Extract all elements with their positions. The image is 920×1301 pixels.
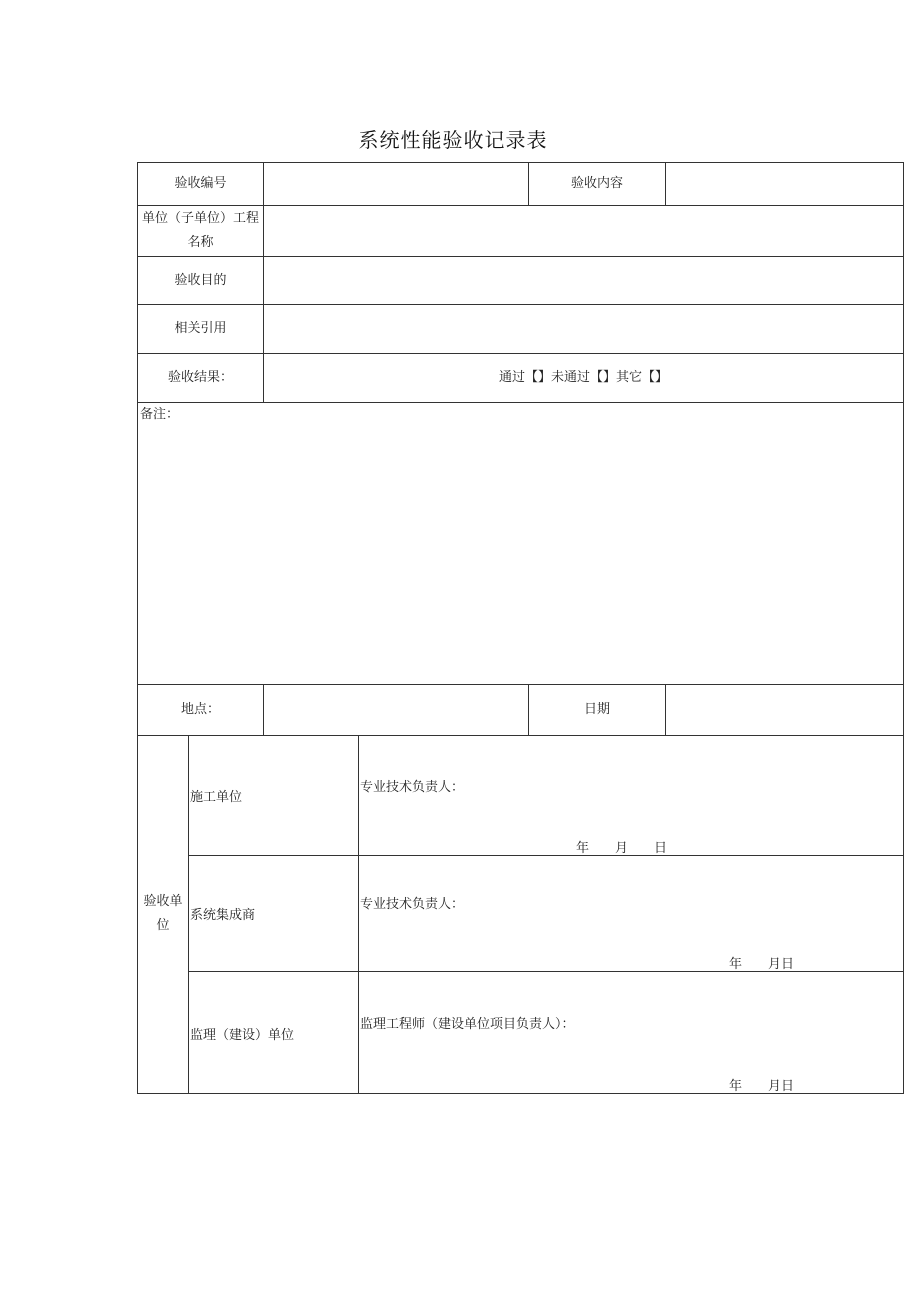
reference-field[interactable] [264,305,903,353]
remarks-field[interactable] [138,421,903,683]
acceptance-no-label: 验收编号 [174,176,227,191]
acceptance-content-field[interactable] [666,163,903,205]
row-divider [189,855,903,856]
unit-name-supervision: 监理（建设）单位 [190,1028,295,1043]
signer-label: 专业技术负责人： [360,897,465,912]
page-title: 系统性能验收记录表 [358,128,548,152]
remarks-label: 备注： [140,407,180,422]
acceptance-purpose-label: 验收目的 [174,272,227,288]
acceptance-no-field[interactable] [264,163,528,205]
row-divider [138,735,903,736]
col-divider [188,735,189,1093]
sign-date-line: 年 月 日 [576,841,668,856]
row-divider [138,402,903,403]
location-label: 地点： [180,702,220,717]
unit-name-integrator: 系统集成商 [190,908,256,923]
sign-date-line: 年 月日 [729,1079,795,1094]
sign-date-line: 年 月日 [729,957,795,972]
reference-label: 相关引用 [174,321,227,336]
row-divider [189,971,903,972]
col-divider [358,735,359,1093]
acceptance-purpose-field[interactable] [264,257,903,304]
signer-label: 监理工程师（建设单位项目负责人）： [360,1017,575,1032]
unit-name-construction: 施工单位 [190,790,243,805]
acceptance-result-label: 验收结果： [167,370,233,385]
date-label: 日期 [583,702,610,717]
location-field[interactable] [264,685,528,735]
acceptance-unit-label: 验收单位 [143,894,183,933]
project-name-label: 单位（子单位）工程名称 [142,211,260,250]
acceptance-result-options[interactable]: 通过【】未通过【】其它【】 [498,370,668,385]
date-field[interactable] [666,685,903,735]
signer-label: 专业技术负责人： [360,780,465,795]
acceptance-form [137,162,904,1094]
project-name-field[interactable] [264,206,903,256]
acceptance-content-label: 验收内容 [570,176,623,191]
